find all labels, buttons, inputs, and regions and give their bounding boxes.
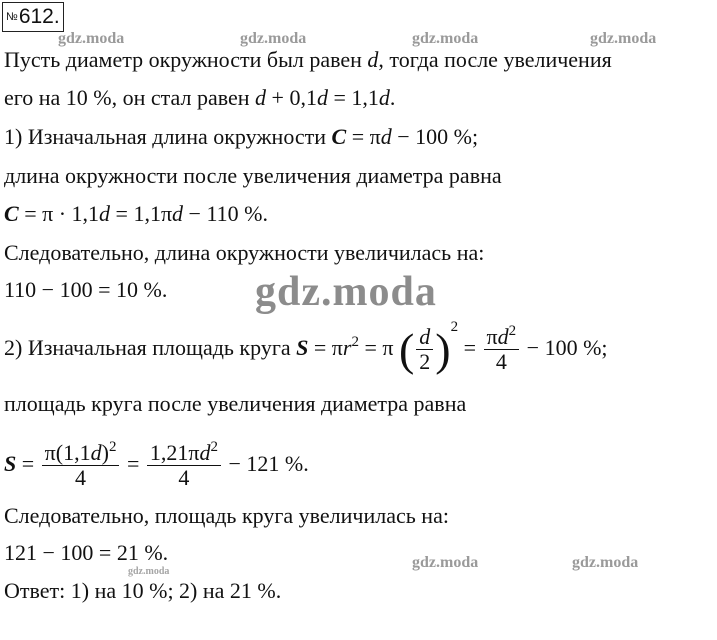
solution-line-7: 110 − 100 = 10 %. (4, 277, 168, 302)
watermark-big: gdz.moda (255, 269, 437, 315)
solution-line-5: C = π · 1,1d = 1,1πd − 110 %. (4, 201, 268, 226)
watermark-tiny: gdz.moda (128, 566, 170, 577)
watermark-small: gdz.moda (590, 30, 657, 47)
task-number (2, 2, 64, 32)
solution-line-3: 1) Изначальная длина окружности C = πd − 100 %; (4, 124, 479, 149)
solution-line-2: его на 10 %, он стал равен d + 0,1d = 1,1d. (4, 85, 396, 110)
solution-line-1: Пусть диаметр окружности был равен d, тогда после увеличения (4, 47, 612, 72)
watermark-small: gdz.moda (58, 30, 125, 47)
watermark-small: gdz.moda (412, 554, 479, 571)
fraction-1-1d-squared-over-4: $\frac{\pi(1,1d)^2}{4}$ (42, 441, 120, 490)
fraction-1-21-pi-d2-over-4: $\frac{1,21\pi d^2}{4}$ (147, 441, 221, 490)
solution-line-6: Следовательно, длина окружности увеличилась на: (4, 240, 485, 265)
solution-line-10: S = $\frac{\pi(1,1d)^2}{4}$ = $\frac{1,21\pi d^2}{4}$ − 121 %. (4, 439, 309, 491)
fraction-pi-d2-over-4: $\frac{\pi d^2}{4}$ (484, 325, 520, 374)
watermark-small: gdz.moda (572, 554, 639, 571)
answer-line: Ответ: 1) на 10 %; 2) на 21 %. (4, 578, 282, 603)
solution-line-11: Следовательно, площадь круга увеличилась на: (4, 503, 449, 528)
solution-line-9: площадь круга после увеличения диаметра равна (4, 391, 467, 416)
solution-line-12: 121 − 100 = 21 %. (4, 540, 169, 565)
number-sign: № (6, 11, 18, 23)
watermark-small: gdz.moda (240, 30, 307, 47)
solution-line-8: 2) Изначальная площадь круга $S = \pi r^2 = \pi$ ( $\frac{d}{2}$ )$^2$ = $\frac{\pi d^2}{4}$ − 100 %; (4, 319, 608, 375)
fraction-d-over-2: $\frac{d}{2}$ (416, 325, 433, 374)
solution-line-4: длина окружности после увеличения диаметра равна (4, 163, 502, 188)
watermark-small: gdz.moda (412, 30, 479, 47)
task-number-value: 612. (18, 5, 60, 28)
